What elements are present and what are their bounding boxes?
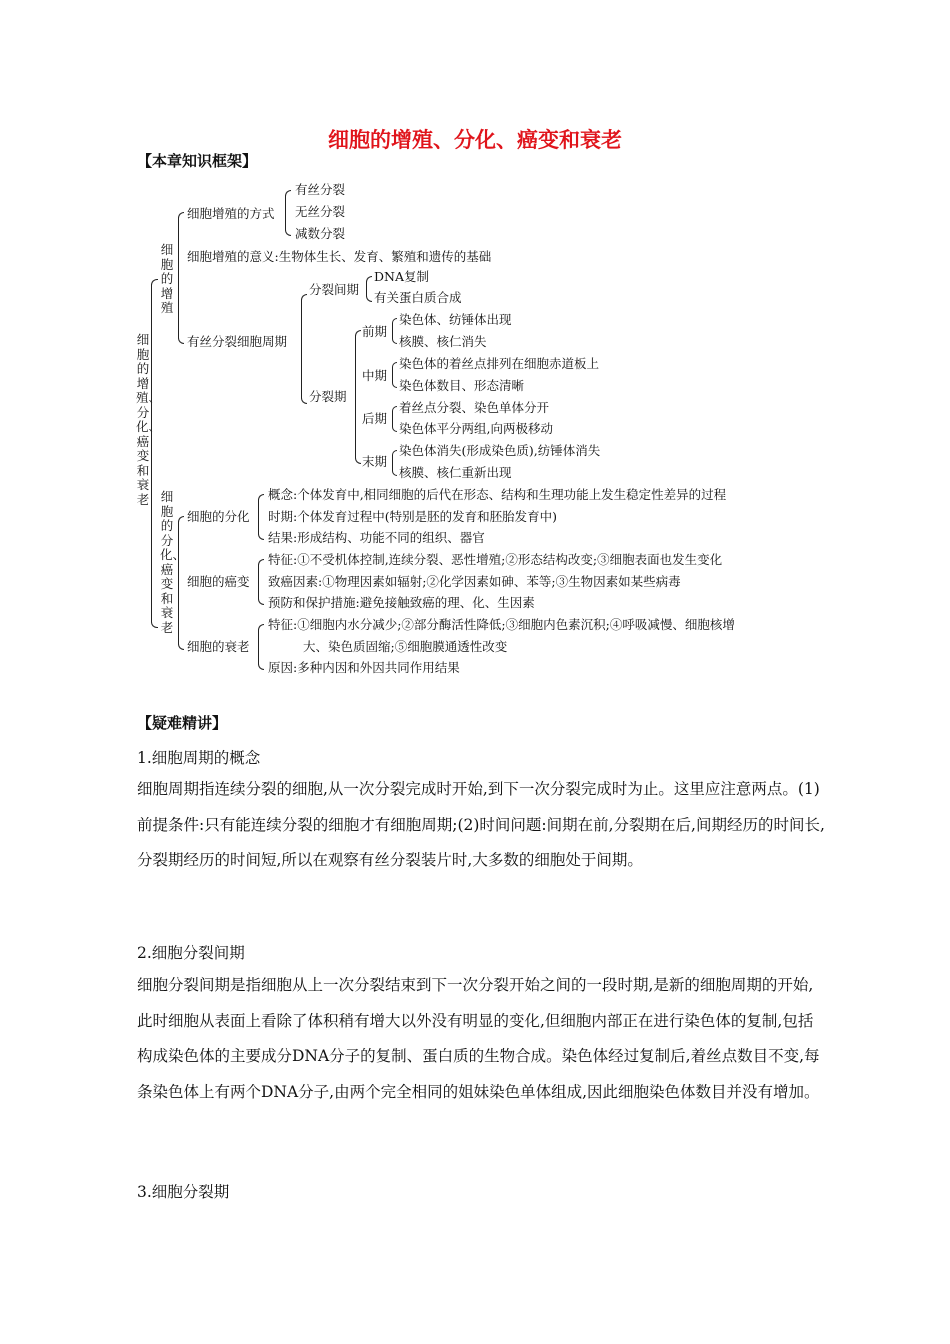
differentiation-group-label: 细胞的分化、癌变和衰老	[160, 489, 186, 635]
cycle-label: 有丝分裂细胞周期	[187, 334, 288, 349]
differentiation-item: 时期:个体发育过程中(特别是胚的发育和胚胎发育中)	[268, 509, 557, 524]
proliferation-brace	[178, 212, 184, 344]
framework-heading: 【本章知识框架】	[137, 152, 258, 170]
aging-brace	[258, 624, 264, 670]
aging-cause: 原因:多种内因和外因共同作用结果	[268, 660, 460, 675]
interphase-brace	[366, 276, 372, 302]
method-item: 无丝分裂	[295, 204, 346, 219]
interphase-label: 分裂间期	[309, 282, 360, 297]
mitosis-brace	[355, 330, 361, 464]
metaphase-item: 染色体数目、形态清晰	[399, 378, 525, 393]
differentiation-brace	[258, 494, 264, 540]
differentiation-group-brace	[178, 516, 184, 650]
significance-text: 细胞增殖的意义:生物体生长、发育、繁殖和遗传的基础	[187, 249, 492, 264]
section-1-title: 1.细胞周期的概念	[137, 749, 261, 767]
root-brace	[151, 279, 158, 628]
section-3-title: 3.细胞分裂期	[137, 1183, 230, 1201]
interphase-item: DNA复制	[374, 269, 429, 284]
differentiation-item: 概念:个体发育中,相同细胞的后代在形态、结构和生理功能上发生稳定性差异的过程	[268, 487, 727, 502]
anaphase-brace	[392, 406, 397, 432]
prophase-item: 染色体、纺锤体出现	[399, 312, 512, 327]
methods-brace	[285, 190, 291, 236]
aging-feature: 特征:①细胞内水分减少;②部分酶活性降低;③细胞内色素沉积;④呼吸减慢、细胞核增	[268, 617, 735, 632]
cancer-item: 特征:①不受机体控制,连续分裂、恶性增殖;②形态结构改变;③细胞表面也发生变化	[268, 552, 723, 567]
metaphase-item: 染色体的着丝点排列在细胞赤道板上	[399, 356, 600, 371]
cancer-item: 致癌因素:①物理因素如辐射;②化学因素如砷、苯等;③生物因素如某些病毒	[268, 574, 681, 589]
method-item: 减数分裂	[295, 226, 346, 241]
explain-heading: 【疑难精讲】	[137, 714, 228, 732]
prophase-brace	[392, 318, 397, 344]
page-title: 细胞的增殖、分化、癌变和衰老	[328, 128, 622, 152]
cancer-item: 预防和保护措施:避免接触致癌的理、化、生因素	[268, 595, 535, 610]
anaphase-label: 后期	[362, 411, 388, 426]
interphase-item: 有关蛋白质合成	[374, 290, 462, 305]
mitosis-label: 分裂期	[309, 389, 347, 404]
differentiation-item: 结果:形成结构、功能不同的组织、器官	[268, 530, 485, 545]
root-label: 细胞的增殖、分化、癌变和衰老	[136, 332, 162, 507]
telophase-item: 核膜、核仁重新出现	[399, 465, 512, 480]
differentiation-label: 细胞的分化	[187, 509, 250, 524]
anaphase-item: 着丝点分裂、染色单体分开	[399, 400, 550, 415]
aging-label: 细胞的衰老	[187, 639, 250, 654]
telophase-item: 染色体消失(形成染色质),纺锤体消失	[399, 443, 601, 458]
metaphase-label: 中期	[362, 368, 388, 383]
prophase-item: 核膜、核仁消失	[399, 334, 487, 349]
section-1-paragraph: 细胞周期指连续分裂的细胞,从一次分裂完成时开始,到下一次分裂完成时为止。这里应注意两点。(1)前提条件:只有能连续分裂的细胞才有细胞周期;(2)时间问题:间期在前,分裂期在后,间期经历的时间长,分裂期经历的时间短,所以在观察有丝分裂装片时,大多数的细胞处于间期。	[137, 780, 825, 869]
anaphase-item: 染色体平分两组,向两极移动	[399, 421, 553, 436]
method-item: 有丝分裂	[295, 182, 346, 197]
cancer-brace	[258, 559, 264, 605]
cancer-label: 细胞的癌变	[187, 574, 250, 589]
aging-feature-continued: 大、染色质固缩;⑤细胞膜通透性改变	[303, 639, 508, 654]
cycle-brace	[301, 294, 307, 404]
telophase-label: 末期	[362, 454, 388, 469]
proliferation-label: 细胞的增殖	[160, 242, 174, 315]
methods-label: 细胞增殖的方式	[187, 206, 275, 221]
metaphase-brace	[392, 362, 397, 388]
section-2-title: 2.细胞分裂间期	[137, 944, 245, 962]
prophase-label: 前期	[362, 324, 388, 339]
section-2-paragraph: 细胞分裂间期是指细胞从上一次分裂结束到下一次分裂开始之间的一段时期,是新的细胞周期的开始,此时细胞从表面上看除了体积稍有增大以外没有明显的变化,但细胞内部正在进行染色体的复制,包括构成染色体的主要成分DNA分子的复制、蛋白质的生物合成。染色体经过复制后,着丝点数目不变,每条染色体上有两个DNA分子,由两个完全相同的姐妹染色单体组成,因此细胞染色体数目并没有增加。	[137, 976, 820, 1101]
telophase-brace	[392, 450, 397, 476]
